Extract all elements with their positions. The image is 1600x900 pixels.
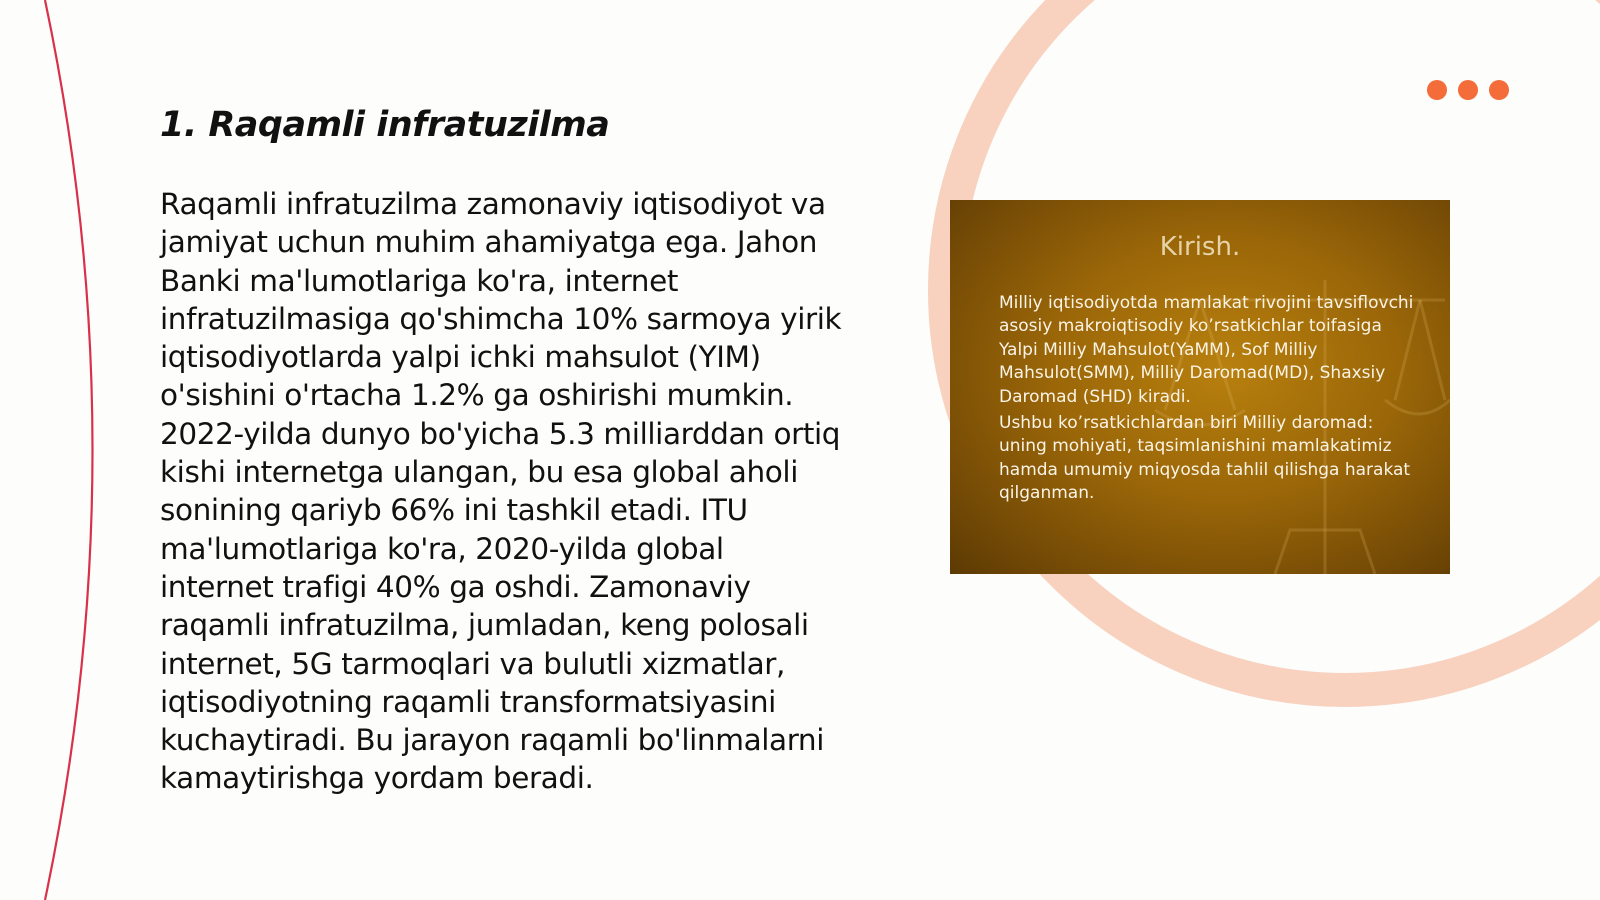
dot bbox=[1489, 80, 1509, 100]
slide-title: 1. Raqamli infratuzilma bbox=[160, 105, 610, 145]
slide-body-text: Raqamli infratuzilma zamonaviy iqtisodiyot va jamiyat uchun muhim ahamiyatga ega. Jahon Banki ma'lumotlariga ko'ra, internet infratuzilmasiga qo'shimcha 10% sarmoya yirik iqtisodiyotlarda yalpi ichki mahsulot (YIM) o'sishini o'rtacha 1.2% ga oshirishi mumkin. 2022-yilda dunyo bo'yicha 5.3 milliarddan ortiq kishi internetga ulangan, bu esa global aholi sonining qariyb 66% ini tashkil etadi. ITU ma'lumotlariga ko'ra, 2020-yilda global internet trafigi 40% ga oshdi. Zamonaviy raqamli infratuzilma, jumladan, keng polosali internet, 5G tarmoqlari va bulutli xizmatlar, iqtisodiyotning raqamli transformatsiyasini kuchaytiradi. Bu jarayon raqamli bo'linmalarni kamaytirishga yordam beradi. bbox=[160, 187, 842, 796]
embedded-slide-paragraph: Milliy iqtisodiyotda mamlakat rivojini tavsiflovchi asosiy makroiqtisodiy ko’rsatkichlar toifasiga Yalpi Milliy Mahsulot(YaMM), Sof Milliy Mahsulot(SMM), Milliy Daromad(MD), Shaxsiy Daromad (SHD) kiradi. bbox=[999, 293, 1414, 407]
embedded-slide-body bbox=[999, 292, 1424, 509]
three-dots-icon bbox=[1427, 80, 1509, 100]
embedded-slide-title: Kirish. bbox=[1159, 232, 1241, 262]
dot bbox=[1427, 80, 1447, 100]
embedded-slide-paragraph: Ushbu ko’rsatkichlardan biri Milliy daromad: uning mohiyati, taqsimlanishini mamlakatimiz hamda umumiy miqyosda tahlil qilishga harakat qilganman. bbox=[999, 413, 1411, 504]
left-curved-line bbox=[45, 0, 93, 900]
embedded-slide-image bbox=[950, 200, 1450, 574]
dot bbox=[1458, 80, 1478, 100]
